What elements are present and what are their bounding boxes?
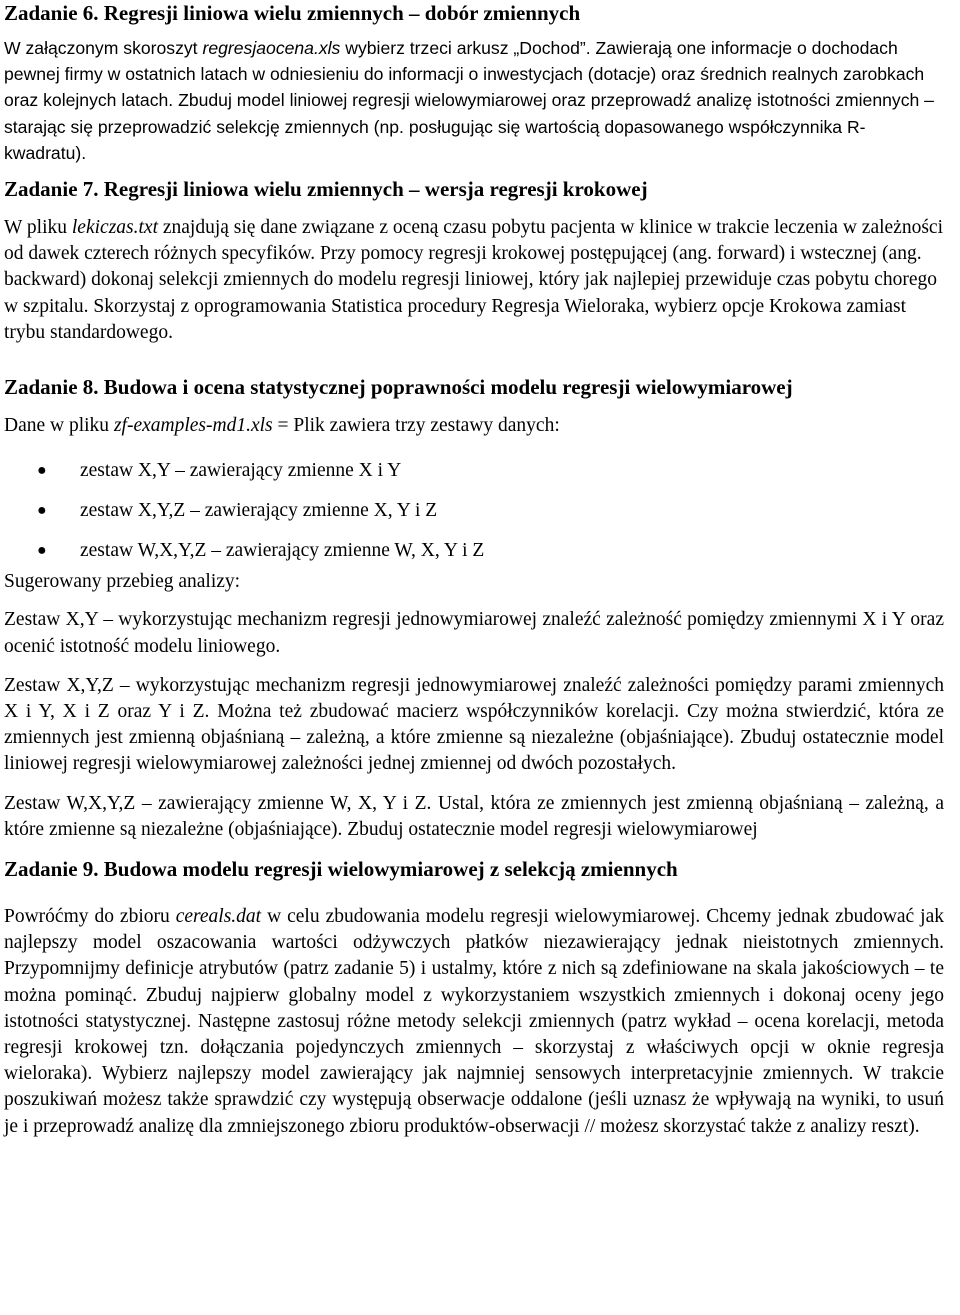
- list-item: [4, 538, 944, 568]
- task-6-text-a: W załączonym skoroszyt: [4, 38, 203, 58]
- bullet-icon: ●: [37, 542, 47, 560]
- task-7-filename: lekiczas.txt: [71, 217, 158, 239]
- list-item: [4, 498, 944, 538]
- task-8-intro: [4, 413, 944, 439]
- list-item-text: zestaw X,Y,Z – zawierający zmienne X, Y i Z: [80, 500, 438, 522]
- analysis-paragraph: Zestaw X,Y – wykorzystując mechanizm regresji jednowymiarowej znaleźć zależność pomiędzy zmiennymi X i Y oraz ocenić istotność modelu liniowego.: [4, 609, 944, 657]
- task-9-text-b: w celu zbudowania modelu regresji wielowymiarowej. Chcemy jednak zbudować jak najlepszy model oszacowania wartości odżywczych płatków niezawierający jednak nieistotnych zmiennych. Przypomnijmy definicje atrybutów (patrz zadanie 5) i ustalmy, które z nich są zdefiniowane na skala jakościowych – te można pominąć. Zbuduj najpierw globalny model z wykorzystaniem wszystkich zmiennych i dokonaj oceny jego istotności statystycznej. Następne zastosuj różne metody selekcji zmiennych (patrz wykład – ocena korelacji, metoda regresji krokowej tzn. dołączania pojedynczych zmiennych – skorzystaj z właściwych opcji w oknie regresja wieloraka). Wybierz najlepszy model zawierający jak najmniej sensowych interpretacyjnie zmiennych. W trakcie poszukiwań możesz także sprawdzić czy występują obserwacje oddalone (jeśli uznasz że wpływają na wyniki, to usuń je i przeprowadź analizę dla zmniejszonego zbioru produktów-obserwacji // możesz skorzystać także z analizy reszt).: [4, 906, 944, 1137]
- task-7-text: [4, 215, 944, 346]
- task-9-heading: Zadanie 9. Budowa modelu regresji wielowymiarowej z selekcją zmiennych: [4, 857, 678, 882]
- task-9-text: [4, 904, 944, 1140]
- task-6-filename: regresjaocena.xls: [202, 38, 341, 58]
- task-8-intro-b: = Plik zawiera trzy zestawy danych:: [272, 415, 560, 437]
- task-7-text-b: znajdują się dane związane z oceną czasu pobytu pacjenta w klinice w trakcie leczenia w zależności od dawek czterech różnych specyfików. Przy pomocy regresji krokowej postępującej (ang. forward) i wstecznej (ang. backward) dokonaj selekcji zmiennych do modelu regresji liniowej, który jak najlepiej przewiduje czas pobytu chorego w szpitalu. Skorzystaj z oprogramowania Statistica procedury Regresja Wieloraka, wybierz opcje Krokowa zamiast trybu standardowego.: [4, 217, 943, 343]
- task-9-text-a: Powróćmy do zbioru: [4, 906, 176, 928]
- analysis-heading: Sugerowany przebieg analizy:: [4, 571, 241, 593]
- bullet-icon: ●: [37, 502, 47, 520]
- task-6-text-b: wybierz trzeci arkusz „Dochod”. Zawierają one informacje o dochodach pewnej firmy w ostatnich latach w odniesieniu do informacji o inwestycjach (dotacje) oraz średnich realnych zarobkach oraz kolejnych latach. Zbuduj model liniowej regresji wielowymiarowej oraz przeprowadź analizę istotności zmiennych – starając się przeprowadzić selekcję zmiennych (np. posługując się wartością dopasowanego współczynnika R-kwadratu).: [4, 38, 934, 163]
- list-item-text: zestaw X,Y – zawierający zmienne X i Y: [80, 460, 402, 482]
- bullet-icon: ●: [37, 462, 47, 480]
- task-7-text-a: W pliku: [4, 217, 72, 239]
- task-6-heading: Zadanie 6. Regresji liniowa wielu zmiennych – dobór zmiennych: [4, 1, 581, 25]
- task-8-intro-a: Dane w pliku: [4, 415, 114, 437]
- task-6-text: [4, 35, 944, 166]
- dataset-list: [4, 458, 944, 568]
- list-item-text: zestaw W,X,Y,Z – zawierający zmienne W, X, Y i Z: [80, 540, 485, 562]
- task-8-filename: zf-examples-md1.xls: [113, 415, 273, 437]
- task-9-filename: cereals.dat: [175, 906, 262, 928]
- task-8-heading: Zadanie 8. Budowa i ocena statystycznej poprawności modelu regresji wielowymiarowej: [4, 375, 793, 400]
- list-item: [4, 458, 944, 498]
- analysis-paragraph: Zestaw W,X,Y,Z – zawierający zmienne W, X, Y i Z. Ustal, która ze zmiennych jest zmienną objaśnianą – zależną, a które zmienne są niezależne (objaśniające). Zbuduj ostatecznie model regresji wielowymiarowej: [4, 792, 944, 840]
- task-7-heading: Zadanie 7. Regresji liniowa wielu zmiennych – wersja regresji krokowej: [4, 177, 648, 202]
- analysis-paragraph: Zestaw X,Y,Z – wykorzystując mechanizm regresji jednowymiarowej znaleźć zależności pomiędzy parami zmiennych X i Y, X i Z oraz Y i Z. Można też zbudować macierz współczynników korelacji. Czy można stwierdzić, która ze zmiennych jest zmienną objaśnianą – zależną, a które zmienne są niezależne (objaśniające). Zbuduj ostatecznie model liniowej regresji wielowymiarowej zależności jednej zmiennej od dwóch pozostałych.: [4, 674, 944, 775]
